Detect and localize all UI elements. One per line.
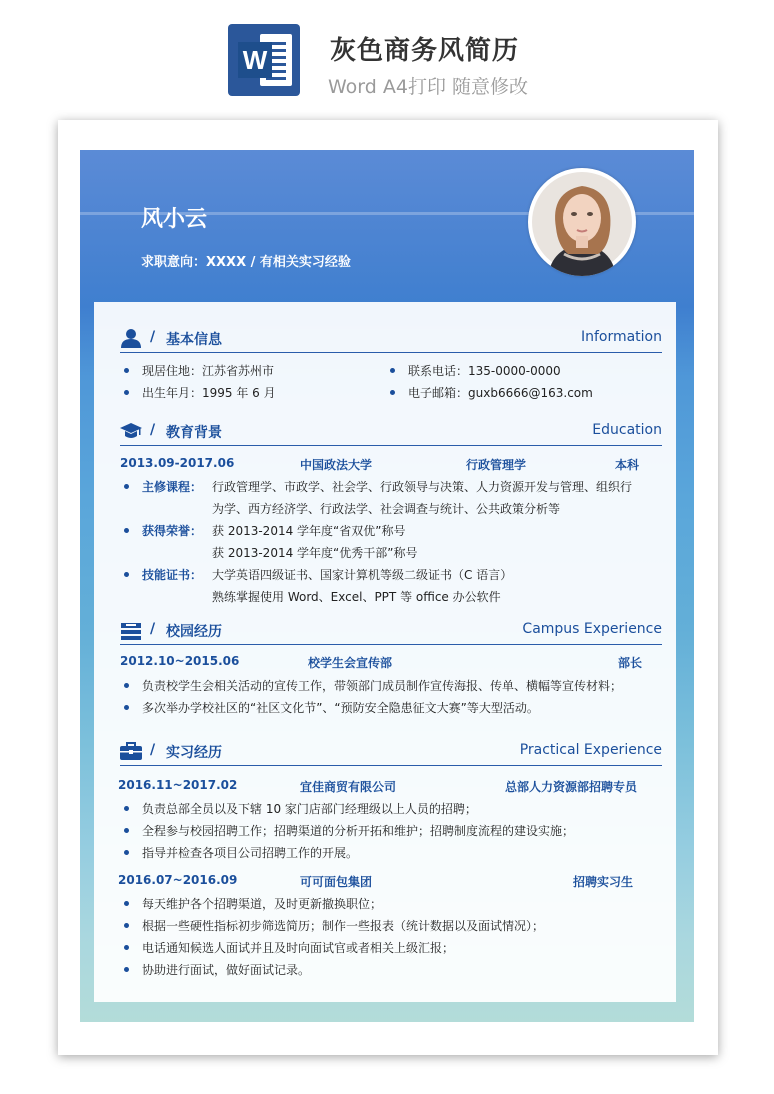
candidate-name: 风小云	[141, 207, 208, 232]
job2-role: 招聘实习生	[573, 875, 634, 889]
section-title-en: Education	[592, 422, 662, 438]
bullet	[124, 806, 129, 811]
honors-label: 获得荣誉：	[142, 524, 203, 538]
banner-subtitle: Word A4打印 随意修改	[328, 76, 529, 98]
campus-role: 部长	[618, 656, 643, 670]
bullet	[124, 368, 129, 373]
bullet	[124, 705, 129, 710]
banner-title: 灰色商务风简历	[330, 36, 520, 66]
profile-photo	[528, 168, 636, 276]
courses-line-2: 为学、西方经济学、行政法学、社会调查与统计、公共政策分析等	[212, 502, 561, 516]
bullet	[124, 850, 129, 855]
section-title-zh: 实习经历	[166, 745, 222, 761]
bullet	[124, 828, 129, 833]
section-title-zh: 教育背景	[166, 425, 222, 441]
bullet	[124, 390, 129, 395]
section-slash: /	[150, 621, 156, 637]
job1-company: 宜佳商贸有限公司	[300, 780, 397, 794]
banner	[0, 0, 774, 118]
word-logo-icon	[228, 24, 300, 96]
bullet	[124, 572, 129, 577]
bullet	[124, 528, 129, 533]
section-campus	[120, 620, 662, 645]
info-address: 现居住地：江苏省苏州市	[142, 364, 275, 378]
job1-role: 总部人力资源部招聘专员	[505, 780, 638, 794]
edu-degree: 本科	[615, 458, 640, 472]
school-building-icon	[120, 620, 142, 640]
briefcase-icon	[120, 741, 142, 761]
bullet	[124, 683, 129, 688]
job2-item-4: 协助进行面试，做好面试记录。	[142, 963, 311, 977]
info-phone: 联系电话：135-0000-0000	[408, 364, 561, 378]
edu-major: 行政管理学	[466, 458, 527, 472]
content-card	[94, 302, 676, 1002]
courses-line-1: 行政管理学、市政学、社会学、行政领导与决策、人力资源开发与管理、组织行	[212, 480, 633, 494]
honors-line-2: 获 2013-2014 学年度“优秀干部”称号	[212, 546, 418, 560]
graduation-cap-icon	[120, 421, 142, 441]
job-objective: 求职意向：XXXX / 有相关实习经验	[141, 255, 351, 270]
info-email: 电子邮箱：guxb6666@163.com	[408, 386, 593, 400]
bullet	[124, 945, 129, 950]
section-title-en: Information	[580, 329, 662, 345]
job1-item-3: 指导并检查各项目公司招聘工作的开展。	[142, 846, 359, 860]
person-icon	[120, 328, 142, 348]
section-education	[120, 421, 662, 446]
skills-label: 技能证书：	[142, 568, 203, 582]
skills-line-2: 熟练掌握使用 Word、Excel、PPT 等 office 办公软件	[212, 590, 501, 604]
job2-item-3: 电话通知候选人面试并且及时向面试官或者相关上级汇报；	[142, 941, 455, 955]
section-slash: /	[150, 329, 156, 345]
section-practice	[120, 741, 662, 766]
job2-item-1: 每天维护各个招聘渠道，及时更新撤换职位；	[142, 897, 383, 911]
campus-org: 校学生会宣传部	[308, 656, 393, 670]
job1-item-1: 负责总部全员以及下辖 10 家门店部门经理级以上人员的招聘；	[142, 802, 477, 816]
job2-item-2: 根据一些硬性指标初步筛选简历；制作一些报表（统计数据以及面试情况）；	[142, 919, 545, 933]
campus-date: 2012.10~2015.06	[120, 654, 240, 668]
section-slash: /	[150, 742, 156, 758]
section-title-en: Practical Experience	[519, 742, 662, 758]
edu-school: 中国政法大学	[300, 458, 373, 472]
section-title-zh: 校园经历	[166, 624, 222, 640]
job1-item-2: 全程参与校园招聘工作；招聘渠道的分析开拓和维护；招聘制度流程的建设实施；	[142, 824, 575, 838]
word-logo-letter: W	[238, 42, 272, 78]
info-birth: 出生年月：1995 年 6 月	[142, 386, 276, 400]
job2-date: 2016.07~2016.09	[118, 873, 238, 887]
section-basic-info	[120, 328, 662, 353]
bullet	[390, 390, 395, 395]
campus-item-1: 负责校学生会相关活动的宣传工作，带领部门成员制作宣传海报、传单、横幅等宣传材料；	[142, 679, 623, 693]
job2-company: 可可面包集团	[300, 875, 373, 889]
bullet	[124, 967, 129, 972]
honors-line-1: 获 2013-2014 学年度“省双优”称号	[212, 524, 406, 538]
bullet	[124, 484, 129, 489]
edu-date: 2013.09-2017.06	[120, 456, 235, 470]
section-title-zh: 基本信息	[166, 332, 222, 348]
section-title-en: Campus Experience	[522, 621, 662, 637]
section-slash: /	[150, 422, 156, 438]
job1-date: 2016.11~2017.02	[118, 778, 238, 792]
resume-document	[80, 150, 694, 1022]
bullet	[390, 368, 395, 373]
campus-item-2: 多次举办学校社区的“社区文化节”、“预防安全隐患征文大赛”等大型活动。	[142, 701, 539, 715]
courses-label: 主修课程：	[142, 480, 203, 494]
skills-line-1: 大学英语四级证书、国家计算机等级二级证书（C 语言）	[212, 568, 513, 582]
bullet	[124, 901, 129, 906]
bullet	[124, 923, 129, 928]
